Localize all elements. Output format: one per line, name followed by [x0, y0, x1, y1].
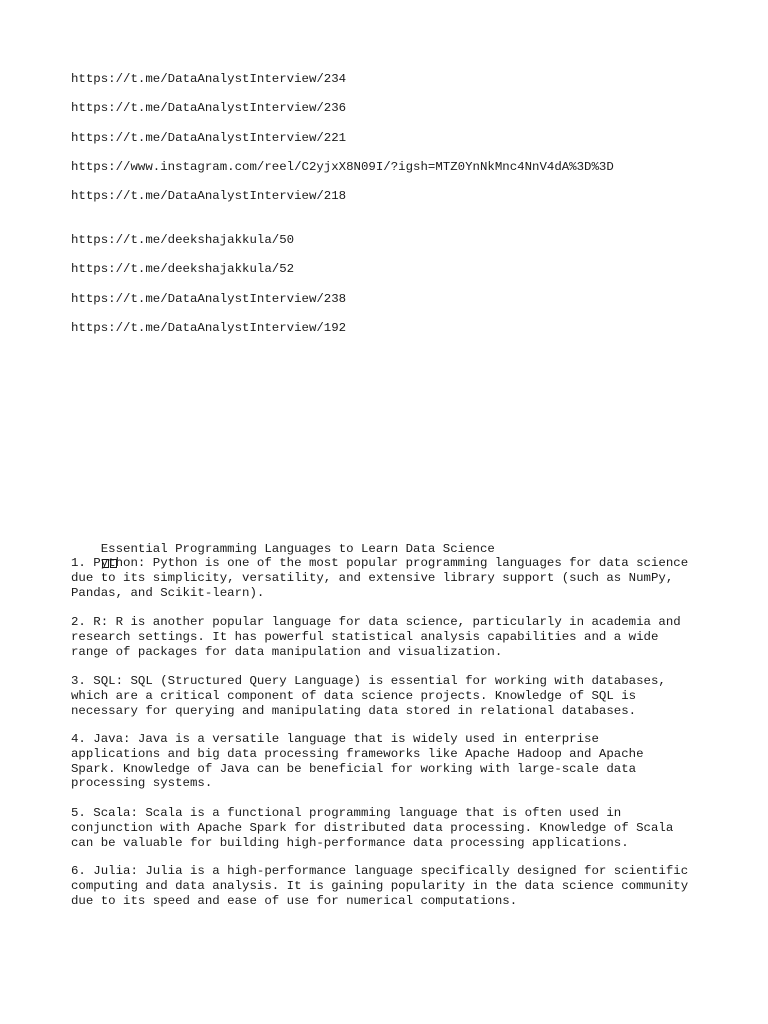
link-line[interactable]: https://t.me/deekshajakkula/52	[71, 262, 295, 276]
list-item: 2. R: R is another popular language for data science, particularly in academia and research settings. It has powerful statistical analysis capabilities and a wide range of packages for data manipulation and visualization.	[71, 615, 681, 659]
article-title: Essential Programming Languages to Learn Data Science	[100, 542, 495, 556]
list-item: 3. SQL: SQL (Structured Query Language) is essential for working with databases, which are a critical component of data science projects. Knowledge of SQL is necessary for querying and manipulating data stored in relational databases.	[71, 674, 666, 718]
list-item: 6. Julia: Julia is a high-performance language specifically designed for scientific computing and data analysis. It is gaining popularity in the data science community due to its speed and ease of use for numerical computations.	[71, 864, 689, 908]
link-line[interactable]: https://t.me/DataAnalystInterview/218	[71, 189, 347, 203]
link-line[interactable]: https://t.me/DataAnalystInterview/192	[71, 321, 347, 335]
link-line[interactable]: https://t.me/DataAnalystInterview/234	[71, 72, 347, 86]
link-line[interactable]: https://t.me/deekshajakkula/50	[71, 233, 295, 247]
link-line[interactable]: https://t.me/DataAnalystInterview/238	[71, 292, 347, 306]
link-line[interactable]: https://t.me/DataAnalystInterview/236	[71, 101, 347, 115]
link-line[interactable]: https://www.instagram.com/reel/C2yjxX8N09I/?igsh=MTZ0YnNkMnc4NnV4dA%3D%3D	[71, 160, 614, 174]
list-item: 1. Python: Python is one of the most popular programming languages for data science due to its simplicity, versatility, and extensive library support (such as NumPy, Pandas, and Scikit-learn).	[71, 556, 689, 600]
list-item: 4. Java: Java is a versatile language that is widely used in enterprise applications and big data processing frameworks like Apache Hadoop and Apache Spark. Knowledge of Java can be beneficial for working with large-scale data processing systems.	[71, 732, 644, 791]
list-item: 5. Scala: Scala is a functional programming language that is often used in conjunction with Apache Spark for distributed data processing. Knowledge of Scala can be valuable for building high-performance data processing applications.	[71, 806, 674, 850]
link-line[interactable]: https://t.me/DataAnalystInterview/221	[71, 131, 347, 145]
